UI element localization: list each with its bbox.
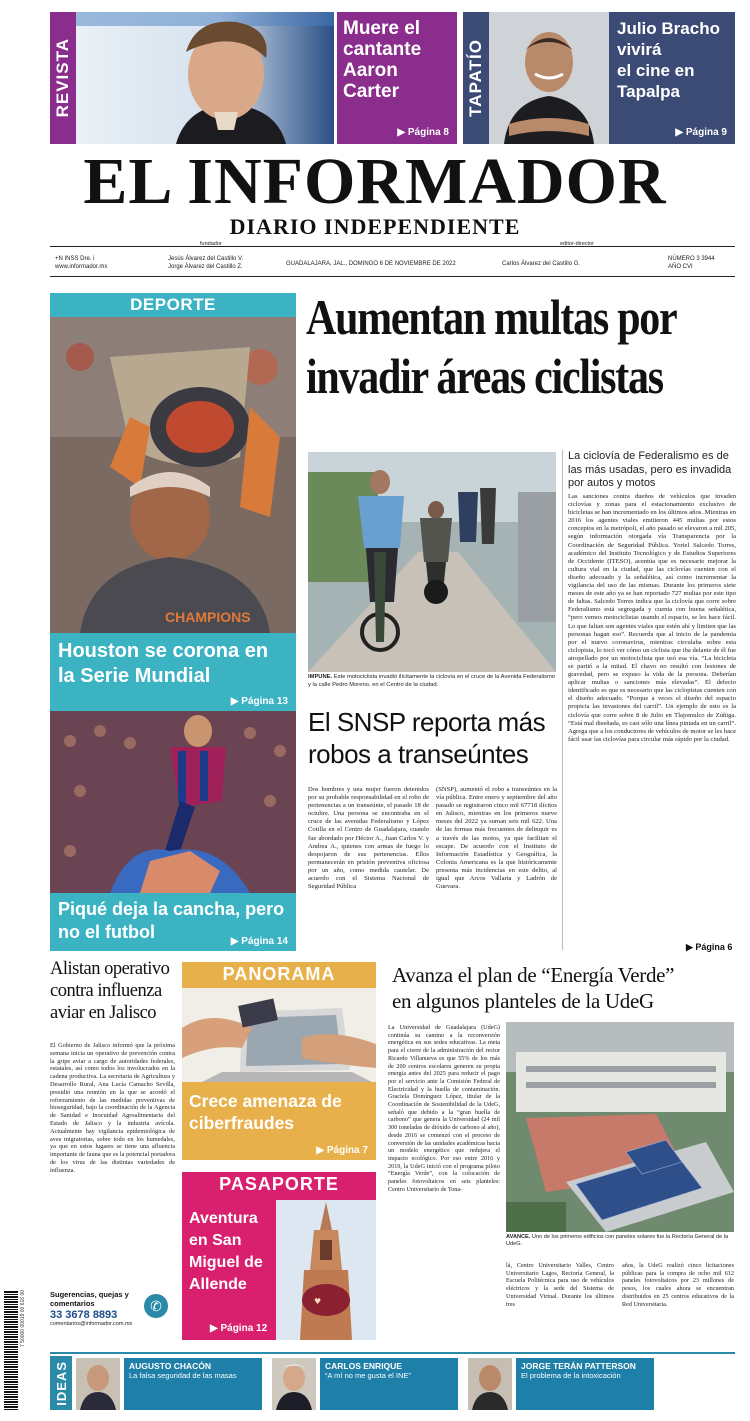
pique-page-label: Página 14 bbox=[241, 936, 288, 947]
lead-caption-label: IMPUNE. bbox=[308, 674, 333, 680]
tapatio-headline-line: Julio Bracho bbox=[617, 19, 720, 38]
udeg-column-1: La Universidad de Guadalajara (UdeG) continúa su camino a la reconversión energética en sus sedes educativas. La meta para el cierre de la administración del rector Ricardo Villanueva es que 55% de los más de 200 centros escolares generen su propia energía antes del 2025 para reducir el pago por el servicio ante la Comisión Federal de Electricidad y la huella de contaminación. Graciela Domínguez López, titular de la Coordinación de Sostenibilidad de la UdeG, señaló que debido a la “gran huella de carbono” que genera la Universidad (24 mil 300 toneladas de dióxido de carbono al año), desde 2016 se comenzó con el proceso de conversión de las unidades académicas hacia un modelo energético que redujera el impacto ecológico. Por eso entre 2016 y 2019, la UdeG inició con el programa piloto “Energía Verde”, con la colocación de paneles fotovoltaicos en seis planteles: Centro Universitario de Tona- bbox=[388, 1024, 500, 1193]
contact-phone[interactable]: 33 3678 8893 bbox=[50, 1309, 118, 1321]
teaser-tapatio[interactable] bbox=[463, 12, 735, 144]
revista-headline-line: cantante bbox=[343, 39, 422, 60]
pasaporte-box[interactable] bbox=[182, 1172, 376, 1340]
lead-headline-line: Aumentan multas por bbox=[306, 289, 677, 345]
deporte-label: DEPORTE bbox=[130, 295, 216, 314]
editor-label: editor-director bbox=[560, 241, 594, 247]
udeg-headline bbox=[392, 962, 737, 1014]
udeg-solar-panels-photo bbox=[506, 1022, 734, 1232]
ideas-strip bbox=[50, 1352, 735, 1410]
barcode-number: 7 50000 00019 00 616 00 bbox=[20, 1290, 26, 1347]
lead-page-ref[interactable]: ▶ Página 6 bbox=[686, 942, 733, 952]
phone-icon: ✆ bbox=[144, 1294, 168, 1318]
tapatio-headline-box bbox=[609, 12, 735, 144]
masthead-left-info bbox=[55, 255, 107, 271]
houston-headline-box[interactable] bbox=[50, 633, 296, 711]
pique-headline-box[interactable] bbox=[50, 893, 296, 951]
aviar-headline: Alistan operativo contra influenza aviar en Jalisco bbox=[50, 959, 170, 1023]
udeg-caption-label: AVANCE. bbox=[506, 1234, 531, 1240]
aaron-carter-photo bbox=[76, 12, 334, 144]
revista-section-label: REVISTA bbox=[53, 38, 72, 118]
tapatio-page-ref[interactable]: ▶ Página 9 bbox=[675, 127, 727, 138]
columnist-name: AUGUSTO CHACÓN bbox=[129, 1361, 212, 1371]
panorama-headline: Crece amenaza de ciberfraudes bbox=[189, 1091, 342, 1133]
tapatio-page-label: Página 9 bbox=[685, 127, 727, 138]
dateline: GUADALAJARA, JAL., DOMINGO 6 DE NOVIEMBRE DE 2022 bbox=[286, 261, 456, 267]
teaser-revista[interactable] bbox=[50, 12, 457, 144]
columnist-box bbox=[516, 1358, 654, 1410]
udeg-headline-line: en algunos planteles de la UdeG bbox=[392, 989, 654, 1013]
revista-headline-line: Aaron bbox=[343, 60, 398, 81]
ideas-label: IDEAS bbox=[53, 1360, 69, 1406]
newspaper-name: EL INFORMADOR bbox=[83, 145, 667, 218]
contact-title: Sugerencias, quejas y comentarios bbox=[50, 1290, 129, 1308]
houston-headline: Houston se corona en la Serie Mundial bbox=[58, 640, 269, 687]
houston-page-ref[interactable]: ▶ Página 13 bbox=[230, 696, 288, 707]
issue-number-text: NÚMERO 3 3944 bbox=[668, 256, 715, 262]
udeg-caption bbox=[506, 1234, 734, 1249]
deporte-label-band bbox=[50, 293, 296, 317]
pique-farewell-photo bbox=[50, 711, 296, 893]
tapatio-headline-line: vivirá bbox=[617, 40, 662, 59]
columnist-card[interactable] bbox=[272, 1356, 462, 1410]
snsp-column-2: (SNSP), aumentó el robo a transeúntes en la vía pública. Entre enero y septiembre del año pasado se registraron cinco mil 67718 ilícitos en Jalisco, mientras en los primeros nueve meses del 2022 ya suman seis mil 622. Una de las formas más frecuentes de delinquir es a través de las motos, ya que facilitan el escape. De acuerdo con el Instituto de Información Estadística y Geográfica, la Colonia Americana es la que históricamente presenta más incidencias en este delito, al igual que Arcos Vallarta y Ladrón de Guevara. bbox=[436, 786, 557, 891]
issn-text: +N INSS Dre. i bbox=[55, 256, 95, 262]
lead-deck: La ciclovía de Federalismo es de las más usadas, pero es invadida por autos y motos bbox=[568, 450, 732, 489]
lead-headline bbox=[306, 289, 677, 404]
lead-body: Las sanciones contra dueños de vehículos que invaden ciclovías y zonas para el estacionamiento exclusivo de bicicletas se han incrementado en los últimos años. Mientras en 2016 los agentes viales emitieron 445 multas por estos conceptos en la metrópoli, el año pasado se elevaron a mil 205, según información otorgada vía Transparencia por la Coordinación de Seguridad Pública. Yoriel Salcedo Torres, académico del Instituto Tecnológico y de Estudios Superiores de Occidente (ITESO), acentúa que es necesario mejorar la cultura vial en la ciudad, que las ciclovías cuenten con el diseño adecuado y la señalética, así como incrementar la vigilancia del uso de las mismas. Durante los primeros siete meses de este año ya se han reportado 727 multas por este tipo de faltas. Salcedo Torres indica que la ciclovía que corre sobre Federalismo está segregada y cuenta con buena señalética, “pero vemos motociclistas usando el espacio, se les hace fácil. Lo que faltan son agentes viales que estén ahí y limiten que las personas hagan eso”. Recuerda que al inicio de la pandemia por el nuevo coronavirus, mientras circulaba sobre esta ciclopista, lo tocó ver cómo un ciclista que iba delante de él fue atropellado por un motociclista que usó esa vía. “La bicicleta se partió a la mitad. El chavo no resultó con lesiones de gravedad, pero se expuso la vida de la persona. Deberían aplicar multas o sanciones más elevadas”. El defecto identificado es que es necesario que las ciclopistas cuenten con el diseño adecuado. “Porque a veces el diseño del espacio propicia las invasiones del carril”. Un ejemplo de esto es la ciclovía que corre sobre 8 de Julio en Tlajomulco de Zúñiga. “Está mal diseñada, es casi sólo una línea pintada en un carril”. Agrega que a los conductores de vehículos de motor se les hace fácil usar las ciclovías para circular más rápido por la ciudad. bbox=[568, 493, 736, 743]
masthead-rule-top bbox=[50, 246, 735, 247]
pasaporte-page-label: Página 12 bbox=[220, 1323, 268, 1334]
pasaporte-label: PASAPORTE bbox=[219, 1174, 339, 1194]
masthead-rule-bottom bbox=[50, 276, 735, 277]
tapatio-headline-line: Tapalpa bbox=[617, 82, 680, 101]
julio-bracho-photo bbox=[489, 12, 609, 144]
fundador-label: fundador bbox=[200, 241, 222, 247]
cyclist-motorcycle-photo bbox=[308, 452, 556, 672]
revista-headline-line: Carter bbox=[343, 81, 399, 102]
ideas-label-band bbox=[50, 1356, 72, 1410]
founder-name: Jesús Álvarez del Castillo V. bbox=[168, 256, 244, 262]
avatar bbox=[76, 1358, 120, 1410]
director-name: Carlos Álvarez del Castillo G. bbox=[502, 261, 581, 267]
lead-page-label: Página 6 bbox=[695, 942, 733, 952]
masthead-founders bbox=[168, 255, 243, 271]
columnist-box bbox=[320, 1358, 458, 1410]
san-miguel-church-photo bbox=[276, 1200, 376, 1340]
columnist-text: El problema de la intoxicación bbox=[521, 1371, 621, 1380]
revista-headline-box bbox=[337, 12, 457, 144]
columnist-text: “A mí no me gusta el INE” bbox=[325, 1371, 411, 1380]
panorama-page-label: Página 7 bbox=[326, 1145, 368, 1156]
lead-caption-text: Este motociclista invadió ilícitamente la ciclovía en el cruce de la Avenida Federalismo y la calle Pedro Moreno, en el Centro de la ciudad. bbox=[308, 674, 556, 688]
svg-text:CHAMPIONS: CHAMPIONS bbox=[165, 609, 251, 625]
aviar-body: El Gobierno de Jalisco informó que la próxima semana inicia un operativo de prevención contra la gripe aviar a cargo de autoridades federales, estatales, así como todos los involucrados en la cadena productiva. La secretaria de Agricultura y Desarrollo Rural, Ana Lucía Camacho Sevilla, presidió una reunión en la que se acordó el reforzamiento de las medidas preventivas de bioseguridad, bajo la coordinación de la Agencia de Sanidad e Inocuidad Agroalimentaria del Estado de Jalisco y la industria avícola. Actualmente hay vigilancia epidemiológica de aves migratorias, sobre todo en los humedales, ya que en estos lugares se tiene una afluencia importante de fauna que es la potencial portadora de los virus de las distintas variedades de influenza. bbox=[50, 1042, 175, 1174]
panorama-box[interactable] bbox=[182, 962, 376, 1160]
columnist-text: La falsa seguridad de las masas bbox=[129, 1371, 237, 1380]
svg-text:♥: ♥ bbox=[314, 1297, 322, 1306]
lead-caption bbox=[308, 674, 556, 689]
panorama-page-ref[interactable]: ▶ Página 7 bbox=[316, 1145, 368, 1156]
newspaper-tagline: DIARIO INDEPENDIENTE bbox=[229, 214, 521, 239]
snsp-headline-line: robos a transeúntes bbox=[308, 739, 529, 769]
issue-number bbox=[668, 255, 715, 271]
udeg-column-3: años, la UdeG realizó cinco licitaciones públicas para la compra de ocho mil 612 paneles fotovoltaicos por 23 millones de pesos, los cuales ahora se encuentran distribuidos en 25 centros educativos de la Red Universitaria. bbox=[622, 1262, 734, 1308]
laptop-card-photo bbox=[182, 988, 376, 1082]
udeg-headline-line: Avanza el plan de “Energía Verde” bbox=[392, 963, 675, 987]
barcode bbox=[4, 1290, 18, 1410]
avatar bbox=[272, 1358, 316, 1410]
panorama-label: PANORAMA bbox=[222, 964, 336, 984]
lead-headline-line: invadir áreas ciclistas bbox=[306, 348, 663, 404]
udeg-column-2: lá, Centro Universitario Valles, Centro Universitario Lagos, Rectoría General, la Escuela Politécnica para uso de vehículos eléctricos y la sede del Sistema de Universidad Virtual. Durante los últimos tres bbox=[506, 1262, 614, 1308]
revista-section-band bbox=[50, 12, 76, 144]
avatar bbox=[468, 1358, 512, 1410]
tapatio-headline-line: el cine en bbox=[617, 61, 695, 80]
website-link[interactable]: www.informador.mx bbox=[55, 264, 108, 270]
tapatio-section-band bbox=[463, 12, 489, 144]
udeg-caption-text: Uno de los primeros edificios con paneles solares fue la Rectoría General de la UdeG. bbox=[506, 1234, 729, 1248]
houston-celebration-photo bbox=[50, 317, 296, 633]
founder-name: Jorge Álvarez del Castillo Z. bbox=[168, 264, 243, 270]
contact-email[interactable]: comentarios@informador.com.mx bbox=[50, 1321, 133, 1327]
story-divider bbox=[562, 450, 563, 950]
tapatio-section-label: TAPATÍO bbox=[466, 39, 485, 117]
snsp-headline bbox=[308, 706, 560, 770]
columnist-box bbox=[124, 1358, 262, 1410]
pasaporte-headline: Aventura en San Miguel de Allende bbox=[189, 1210, 263, 1293]
columnist-name: JORGE TERÁN PATTERSON bbox=[521, 1361, 636, 1371]
pasaporte-page-ref[interactable]: ▶ Página 12 bbox=[210, 1323, 268, 1334]
columnist-card[interactable] bbox=[76, 1356, 266, 1410]
issue-year-text: AÑO CVI bbox=[668, 264, 693, 270]
columnist-name: CARLOS ENRIQUE bbox=[325, 1361, 402, 1371]
snsp-column-1: Dos hombres y una mujer fueron detenidos por su probable responsabilidad en el robo de pertenencias a un transeúnte, el pasado 18 de octubre. Una persona se encontraba en el cruce de las avenidas Federalismo y López Cotilla en el Centro de Guadalajara, cuando fue abordado por Héctor A., Juan Carlos V. y Andrea A., quienes con armas de fuego lo despojaron de sus pertenencias. Ellos permanecerán en prisión preventiva oficiosa por un año, como medida cautelar. De acuerdo con el Sistema Nacional de Seguridad Pública bbox=[308, 786, 429, 891]
revista-page-ref[interactable]: ▶ Página 8 bbox=[397, 127, 449, 138]
pique-headline: Piqué deja la cancha, pero no el futbol bbox=[58, 899, 285, 942]
pique-page-ref[interactable]: ▶ Página 14 bbox=[230, 936, 288, 947]
contact-box bbox=[50, 1290, 175, 1340]
revista-headline-line: Muere el bbox=[343, 18, 421, 39]
columnist-card[interactable] bbox=[468, 1356, 658, 1410]
snsp-headline-line: El SNSP reporta más bbox=[308, 707, 546, 737]
revista-page-label: Página 8 bbox=[407, 127, 449, 138]
houston-page-label: Página 13 bbox=[241, 696, 288, 707]
